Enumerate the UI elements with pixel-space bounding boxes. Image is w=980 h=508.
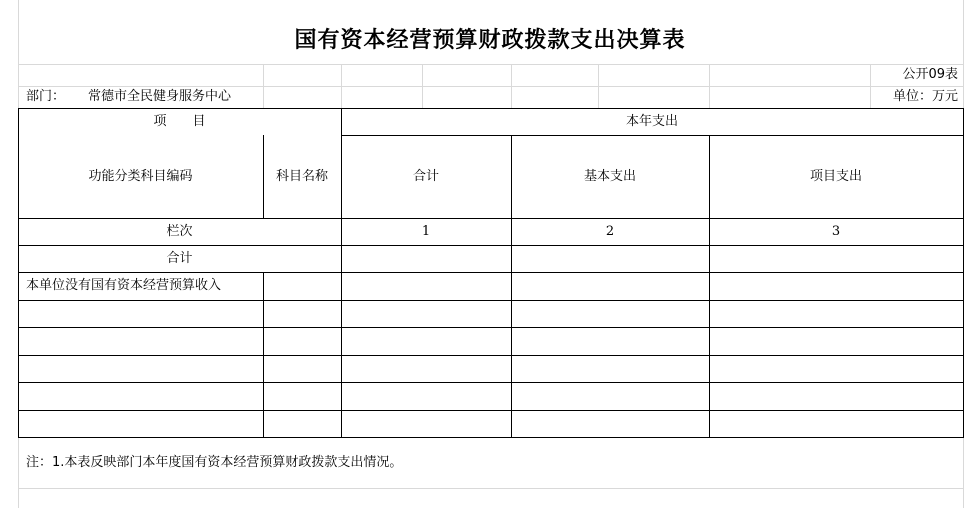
page-title: 国有资本经营预算财政拨款支出决算表 [294,27,686,53]
table-border [18,300,964,301]
column-index-label: 栏次 [166,223,193,239]
column-index-basic: 2 [605,223,615,239]
table-row-code: 本单位没有国有资本经营预算收入 [26,278,222,293]
grid-line [18,64,963,65]
table-border [963,108,964,438]
unit-label: 单位：万元 [892,89,958,104]
header-func-code: 功能分类科目编码 [88,168,193,184]
department-name: 常德市全民健身服务中心 [88,89,232,104]
grid-line [709,64,710,108]
total-row-label: 合计 [166,250,193,266]
grid-line [870,64,871,108]
grid-line [341,64,342,108]
grid-line [598,64,599,108]
grid-line [511,64,512,108]
footnote: 注：1.本表反映部门本年度国有资本经营预算财政拨款支出情况。 [26,455,403,470]
header-subject-name: 科目名称 [275,168,328,184]
header-current-year-expense: 本年支出 [625,113,678,129]
grid-line [18,86,963,87]
header-item: 项 目 [153,113,206,129]
department-label: 部门： [26,89,66,104]
column-index-project: 3 [831,223,841,239]
table-border [18,382,964,383]
column-index-total: 1 [421,223,431,239]
table-border [18,437,964,438]
grid-line [18,488,963,489]
header-project-expense: 项目支出 [809,168,862,184]
table-border [18,327,964,328]
grid-line [263,64,264,108]
table-border [18,355,964,356]
grid-line [422,64,423,108]
header-basic-expense: 基本支出 [583,168,636,184]
header-total: 合计 [412,168,439,184]
form-code: 公开09表 [902,67,958,82]
table-border [18,410,964,411]
table-border [263,272,264,438]
